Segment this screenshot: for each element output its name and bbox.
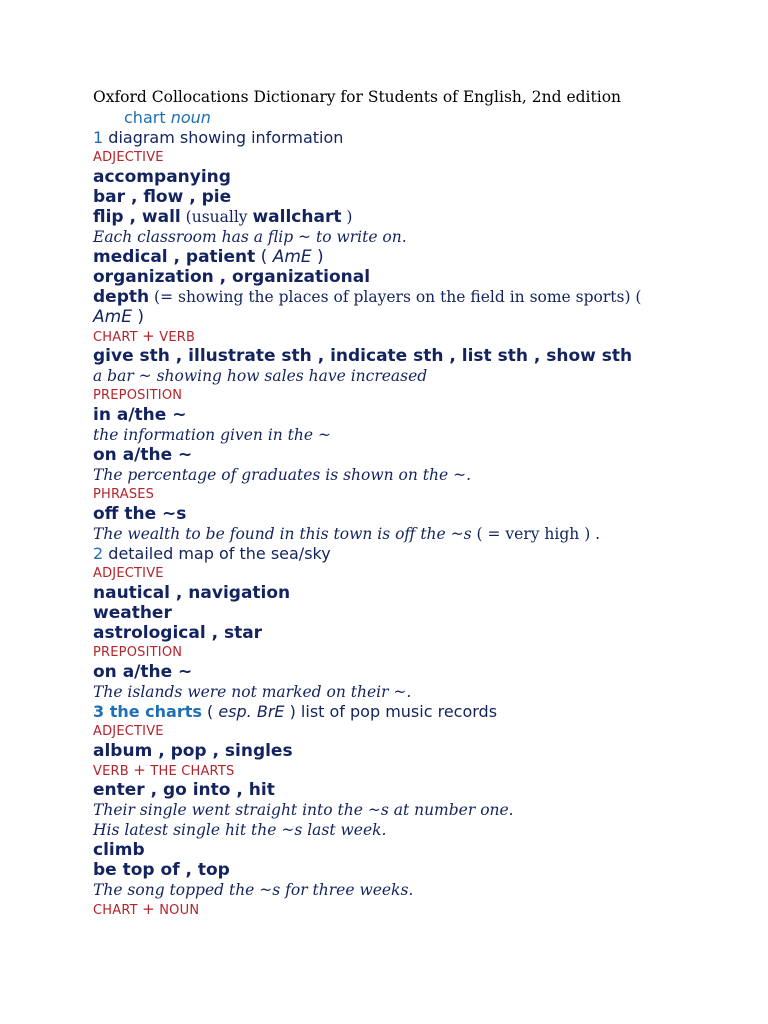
example-sentence: The islands were not marked on their ~. — [93, 683, 412, 701]
paren-open: ( — [255, 247, 273, 267]
label-part: VERB — [93, 764, 129, 779]
label-preposition: PREPOSITION — [93, 645, 183, 660]
collocation — [93, 287, 753, 307]
headword: chart — [124, 108, 166, 127]
gloss: (= showing the places of players on the field in some sports) ( — [149, 288, 642, 306]
collocation: on a/the ~ — [93, 662, 193, 682]
example-sentence: the information given in the ~ — [93, 426, 331, 444]
example-sentence: Each classroom has a flip ~ to write on. — [93, 228, 407, 246]
label-part: VERB — [159, 330, 196, 345]
collocation: in a/the ~ — [93, 405, 187, 425]
collocation — [93, 207, 753, 227]
collocation-words: flip , wall — [93, 207, 181, 227]
sense-number: 1 — [93, 128, 104, 147]
label-phrases: PHRASES — [93, 487, 155, 502]
usage-note: (usually — [180, 208, 253, 226]
label-verb-the-charts — [93, 761, 753, 780]
collocation: off the ~s — [93, 504, 187, 524]
example-sentence: a bar ~ showing how sales have increased — [93, 367, 428, 385]
collocation: give sth , illustrate sth , indicate sth , list sth , show sth — [93, 346, 633, 366]
sense-definition: detailed map of the sea/sky — [108, 544, 331, 563]
sense-3-heading — [93, 702, 753, 722]
sense-1-heading — [93, 128, 753, 148]
label-chart-noun — [93, 900, 753, 919]
example-sentence: Their single went straight into the ~s at number one. — [93, 801, 514, 819]
dictionary-entry — [93, 86, 753, 919]
label-part: CHART — [93, 903, 138, 918]
label-part: THE CHARTS — [150, 764, 235, 779]
label-adjective: ADJECTIVE — [93, 566, 164, 581]
collocation: be top of , top — [93, 860, 230, 880]
paren-close: ) — [311, 247, 324, 267]
sense-2-heading — [93, 544, 753, 564]
part-of-speech: noun — [170, 108, 211, 127]
label-preposition: PREPOSITION — [93, 388, 183, 403]
source-title: Oxford Collocations Dictionary for Students of English, 2nd edition — [93, 88, 622, 106]
collocation-words: depth — [93, 287, 150, 307]
example-sentence: His latest single hit the ~s last week. — [93, 821, 387, 839]
paren-open: ( — [201, 702, 219, 721]
example-sentence: The percentage of graduates is shown on the ~. — [93, 466, 472, 484]
region-note: esp. BrE — [218, 702, 285, 721]
sense-definition: diagram showing information — [108, 128, 344, 147]
region-note: AmE — [272, 247, 312, 267]
example-sentence: The song topped the ~s for three weeks. — [93, 881, 414, 899]
label-part: CHART — [93, 330, 138, 345]
plus-icon: + — [133, 761, 146, 779]
example-text: The wealth to be found in this town is off the ~s — [93, 525, 472, 543]
region-note: AmE — [93, 307, 132, 327]
collocation-continued — [93, 307, 753, 327]
collocation-words: medical , patient — [93, 247, 256, 267]
example-gloss: ( = very high ) . — [471, 525, 601, 543]
collocation — [93, 247, 753, 267]
collocation: bar , flow , pie — [93, 187, 232, 207]
example-sentence — [93, 524, 753, 544]
usage-note-close: ) — [341, 208, 353, 226]
sense-definition: list of pop music records — [300, 702, 498, 721]
label-adjective: ADJECTIVE — [93, 724, 164, 739]
collocation: nautical , navigation — [93, 583, 291, 603]
label-part: NOUN — [159, 903, 200, 918]
collocation: weather — [93, 603, 172, 623]
paren-close: ) — [284, 702, 301, 721]
usage-word: wallchart — [252, 207, 342, 227]
collocation: enter , go into , hit — [93, 780, 275, 800]
label-chart-verb — [93, 327, 753, 346]
collocation: astrological , star — [93, 623, 263, 643]
plus-icon: + — [142, 900, 155, 918]
collocation: climb — [93, 840, 145, 860]
sense-number: 3 the charts — [93, 702, 202, 721]
collocation: album , pop , singles — [93, 741, 293, 761]
plus-icon: + — [142, 327, 155, 345]
collocation: organization , organizational — [93, 267, 371, 287]
label-adjective: ADJECTIVE — [93, 150, 164, 165]
headword-line — [93, 108, 753, 128]
collocation: on a/the ~ — [93, 445, 193, 465]
sense-number: 2 — [93, 544, 104, 563]
paren-close: ) — [131, 307, 144, 327]
collocation: accompanying — [93, 167, 231, 187]
